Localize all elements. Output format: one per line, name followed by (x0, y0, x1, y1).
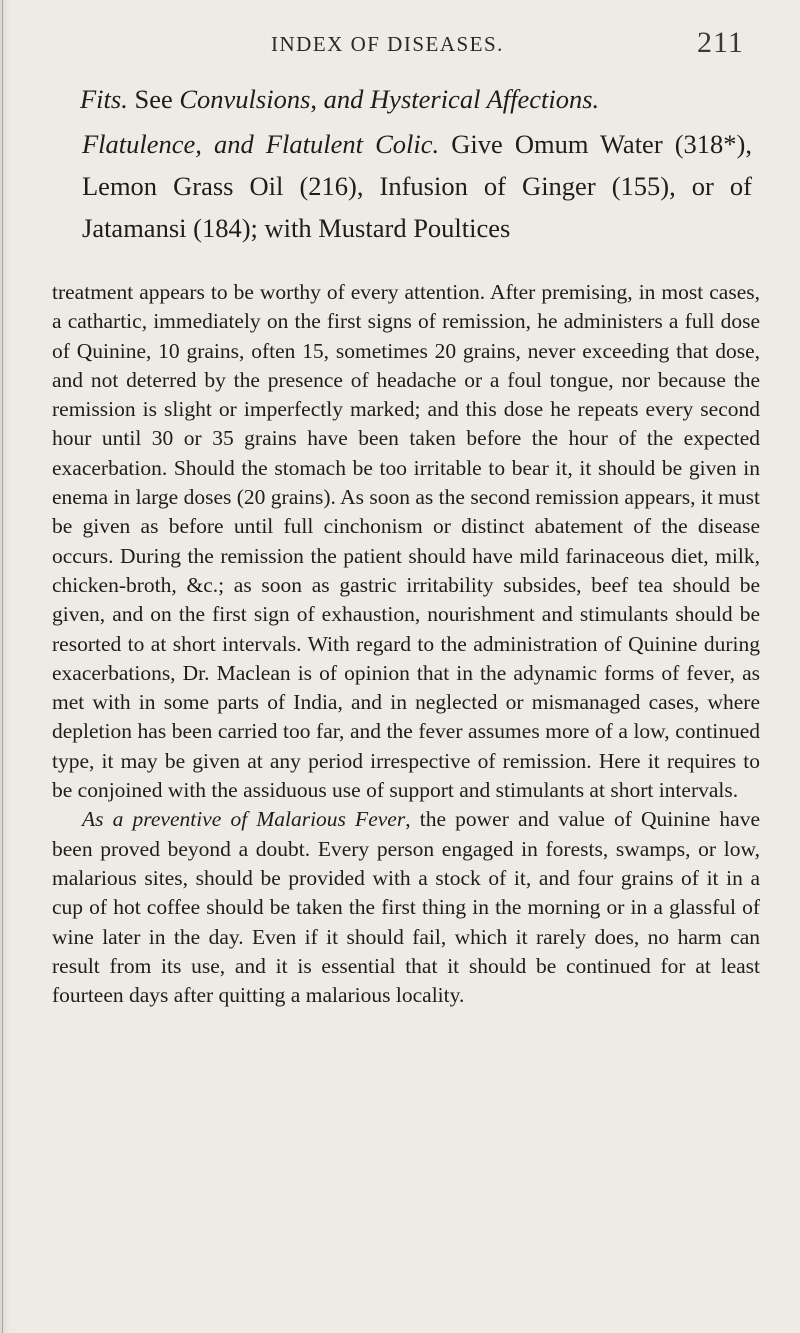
entry-text: Give Omum Water (318*), Lemon Grass Oil (216), Infusion of Ginger (155), or of Jatamansi (184); with Mustard Poultices (82, 129, 753, 243)
running-head (0, 26, 800, 70)
page-number: 211 (697, 26, 744, 59)
entry-heading: Flatulence, and Flatulent Colic. (82, 129, 440, 159)
entry-reference: and Hysterical Affections. (323, 84, 600, 114)
body-paragraph (52, 278, 760, 1010)
entry-heading: Fits. (80, 84, 128, 114)
entry-flatulence (52, 123, 752, 249)
entry-text: See (127, 84, 180, 114)
italic-phrase: As a preventive of Malarious Fever (82, 807, 406, 832)
index-entries (52, 78, 752, 249)
entry-fits (52, 78, 752, 120)
entry-reference: Convulsions (179, 84, 311, 114)
paragraph-text: treatment appears to be worthy of every attention. After premising, in most cases, a cathartic, immediately on the first signs of remission, he administers a full dose of Quinine, 10 grains, often 15, sometimes 20 grains, never exceeding that dose, and not deterred by the presence of headache or a foul tongue, nor because the remission is slight or imperfectly marked; and this dose he repeats every second hour until 30 or 35 grains have been taken before the hour of the expected exacerbation. Should the stomach be too irritable to bear it, it should be given in enema in large doses (20 grains). As soon as the second remission appears, it must be given as before until full cinchonism or distinct abatement of the disease occurs. During the remission the patient should have mild farinaceous diet, milk, chicken-broth, &c.; as soon as gastric irritability subsides, beef tea should be given, and on the first sign of exhaustion, nourishment and stimulants should be resorted to at short intervals. With regard to the administration of Quinine during exacerbations, Dr. Maclean is of opinion that in the adynamic forms of fever, as met with in some parts of India, and in neglected or mismanaged cases, where depletion has been carried too far, and the fever assumes more of a low, continued type, it may be given at any period irrespective of remission. Here it requires to be conjoined with the assiduous use of support and stimulants at short intervals. (52, 280, 760, 803)
paragraph-text: , the power and value of Quinine have been proved beyond a doubt. Every person engaged in forests, swamps, or low, malarious sites, should be provided with a stock of it, and four grains of it in a cup of hot coffee should be taken the first thing in the morning or in a glassful of wine later in the day. Even if it should fail, which it rarely does, no harm can result from its use, and it is essential that it should be continued for at least fourteen days after quitting a malarious locality. (52, 807, 761, 1008)
entry-text: , (310, 84, 324, 114)
running-title: INDEX OF DISEASES. (271, 32, 504, 56)
page-binding-edge (0, 0, 10, 1333)
